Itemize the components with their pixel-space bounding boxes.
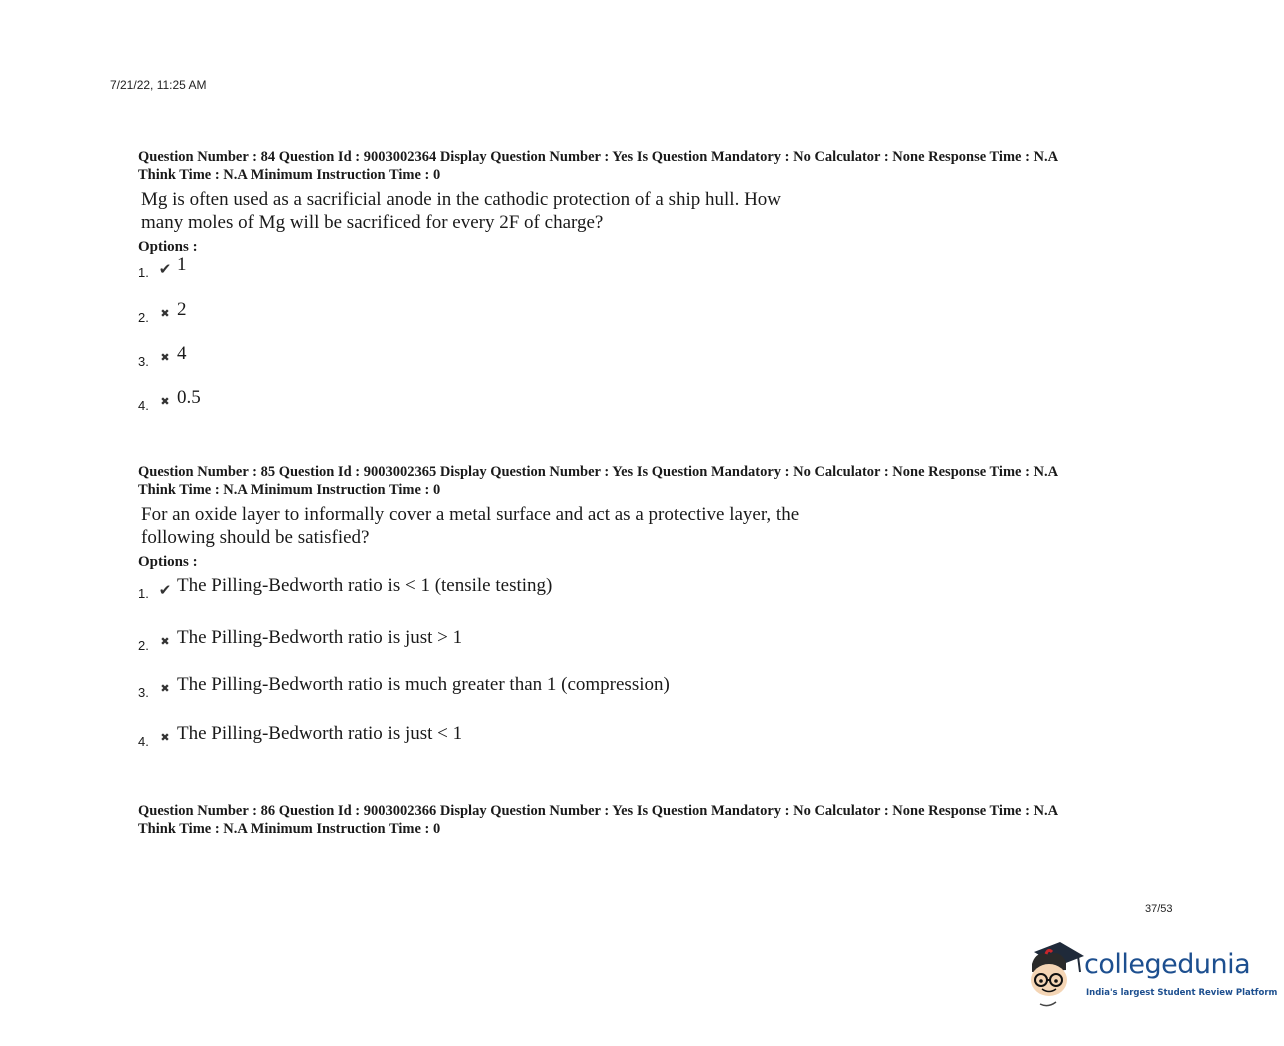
- option-number: 3.: [138, 685, 149, 700]
- option-text: The Pilling-Bedworth ratio is < 1 (tensile testing): [177, 575, 553, 596]
- option-text: 4: [177, 343, 187, 364]
- check-icon: ✔: [158, 581, 172, 599]
- option-number: 1.: [138, 586, 149, 601]
- question-text-line1: Mg is often used as a sacrificial anode in the cathodic protection of a ship hull. How: [141, 189, 782, 210]
- option-number: 4.: [138, 734, 149, 749]
- question-text-line2: following should be satisfied?: [141, 527, 370, 548]
- question-meta-line2: Think Time : N.A Minimum Instruction Time : 0: [138, 167, 441, 183]
- question-text-line1: For an oxide layer to informally cover a metal surface and act as a protective layer, the: [141, 504, 800, 525]
- cross-icon: ✖: [160, 307, 170, 320]
- option-number: 2.: [138, 310, 149, 325]
- print-timestamp: 7/21/22, 11:25 AM: [110, 78, 207, 92]
- cross-icon: ✖: [160, 351, 170, 364]
- mascot-icon: [1026, 938, 1086, 1008]
- option-text: 0.5: [177, 387, 201, 408]
- question-block-86: [138, 802, 1158, 838]
- cross-icon: ✖: [160, 635, 170, 648]
- option-number: 1.: [138, 265, 149, 280]
- question-meta-line1: Question Number : 86 Question Id : 9003002366 Display Question Number : Yes Is Question Mandatory : No Calculator : None Response Time : N.A: [138, 803, 1059, 819]
- option-2: [138, 299, 187, 325]
- options-label: Options :: [138, 554, 198, 570]
- option-4: [138, 387, 201, 413]
- question-meta-line1: Question Number : 85 Question Id : 9003002365 Display Question Number : Yes Is Question Mandatory : No Calculator : None Response Time : N.A: [138, 464, 1059, 480]
- option-text: The Pilling-Bedworth ratio is just > 1: [177, 627, 463, 648]
- option-1: [138, 575, 553, 601]
- page-number: 37/53: [1145, 903, 1173, 915]
- cross-icon: ✖: [160, 731, 170, 744]
- check-icon: ✔: [158, 260, 172, 278]
- cross-icon: ✖: [160, 682, 170, 695]
- option-number: 3.: [138, 354, 149, 369]
- option-text: 1: [177, 254, 187, 275]
- cross-icon: ✖: [160, 395, 170, 408]
- option-3: [138, 674, 670, 700]
- option-text: The Pilling-Bedworth ratio is much greater than 1 (compression): [177, 674, 670, 695]
- option-3: [138, 343, 187, 369]
- question-text: [141, 188, 841, 234]
- logo-brand: collegedunia: [1084, 949, 1251, 980]
- option-text: The Pilling-Bedworth ratio is just < 1: [177, 723, 463, 744]
- question-block-84: [138, 148, 1158, 413]
- question-meta-line2: Think Time : N.A Minimum Instruction Time : 0: [138, 821, 441, 837]
- option-number: 2.: [138, 638, 149, 653]
- options-label: Options :: [138, 239, 198, 255]
- question-meta-line2: Think Time : N.A Minimum Instruction Time : 0: [138, 482, 441, 498]
- option-number: 4.: [138, 398, 149, 413]
- option-text: 2: [177, 299, 187, 320]
- collegedunia-logo: [1026, 938, 1278, 1008]
- option-4: [138, 723, 463, 749]
- question-block-85: [138, 463, 1158, 749]
- logo-tagline: India's largest Student Review Platform: [1086, 988, 1278, 998]
- option-2: [138, 627, 463, 653]
- question-meta-line1: Question Number : 84 Question Id : 9003002364 Display Question Number : Yes Is Question Mandatory : No Calculator : None Response Time : N.A: [138, 149, 1059, 165]
- question-text: [141, 503, 841, 549]
- option-1: [138, 254, 187, 280]
- question-text-line2: many moles of Mg will be sacrificed for every 2F of charge?: [141, 212, 604, 233]
